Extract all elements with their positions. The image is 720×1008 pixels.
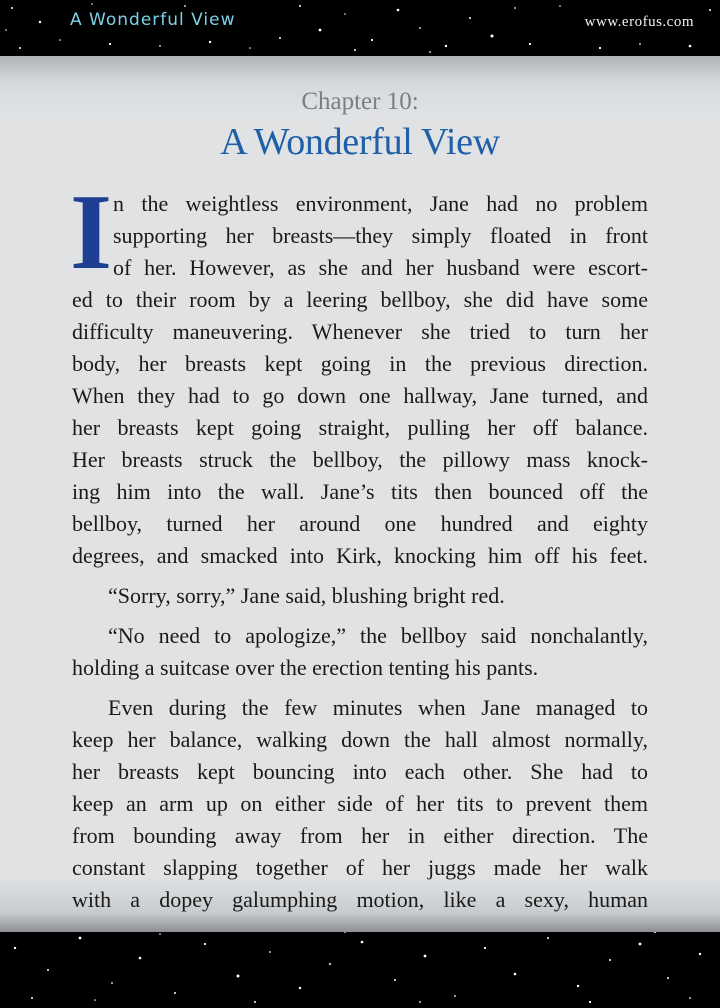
text-line: bellboy, turned her around one hundred and eighty: [72, 511, 648, 536]
text-line: Even during the few minutes when Jane managed to: [108, 695, 648, 720]
text-line: constant slapping together of her juggs made her walk: [72, 855, 648, 880]
text-line: Her breasts struck the bellboy, the pillowy mass knock-: [72, 447, 648, 472]
book-page: [0, 56, 720, 932]
text-line: from bounding away from her in either direction. The: [72, 823, 648, 848]
text-line: ing him into the wall. Jane’s tits then bounced off the: [72, 479, 648, 504]
text-line: n the weightless environment, Jane had no problem: [113, 191, 648, 216]
site-watermark: www.erofus.com: [584, 14, 694, 30]
text-line: body, her breasts kept going in the previous direction.: [72, 351, 648, 376]
text-line: holding a suitcase over the erection tenting his pants.: [72, 655, 539, 680]
text-line: “Sorry, sorry,” Jane said, blushing bright red.: [108, 583, 505, 608]
text-line: difficulty maneuvering. Whenever she tried to turn her: [72, 319, 648, 344]
running-header-title: A Wonderful View: [70, 10, 236, 30]
text-line: ed to their room by a leering bellboy, she did have some: [72, 287, 648, 312]
text-line: When they had to go down one hallway, Jane turned, and: [72, 383, 648, 408]
text-line: degrees, and smacked into Kirk, knocking him off his feet.: [72, 543, 648, 568]
chapter-title: A Wonderful View: [220, 121, 500, 163]
drop-cap: I: [70, 173, 113, 292]
text-line: “No need to apologize,” the bellboy said nonchalantly,: [108, 623, 648, 648]
text-line: keep an arm up on either side of her tits to prevent them: [72, 791, 648, 816]
text-line: keep her balance, walking down the hall almost normally,: [72, 727, 648, 752]
text-line: her breasts kept going straight, pulling her off balance.: [72, 415, 648, 440]
text-line: her breasts kept bouncing into each other. She had to: [72, 759, 648, 784]
chapter-label: Chapter 10:: [301, 88, 419, 115]
text-line: supporting her breasts—they simply floated in front: [113, 223, 648, 248]
text-line: of her. However, as she and her husband were escort-: [113, 255, 648, 280]
text-line: with a dopey galumphing motion, like a sexy, human: [72, 887, 648, 912]
